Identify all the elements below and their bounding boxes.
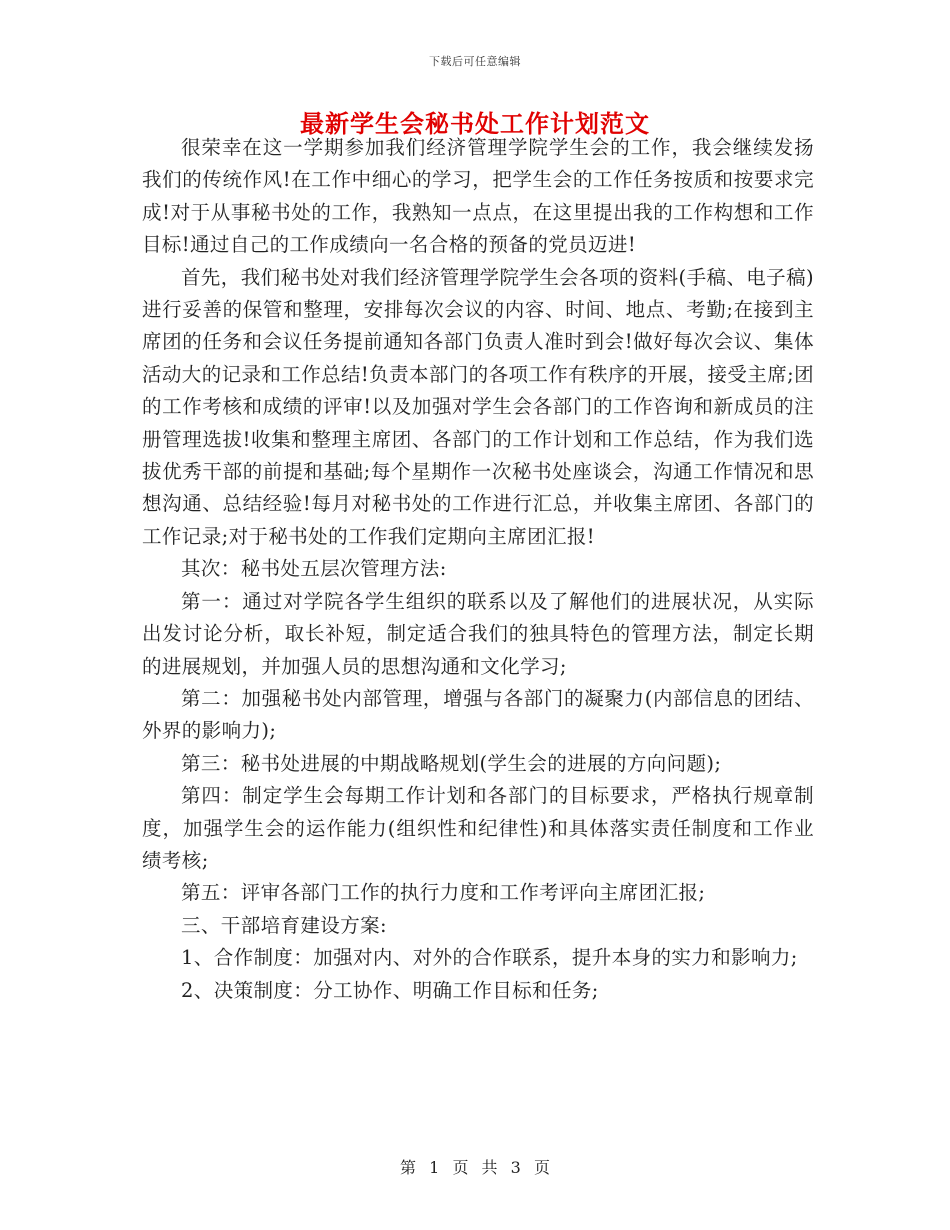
- paragraph-decision-system: 2、决策制度：分工协作、明确工作目标和任务;: [181, 978, 599, 1002]
- paragraph-intro: 很荣幸在这一学期参加我们经济管理学院学生会的工作，我会继续发扬我们的传统作风!在工作中细心的学习，把学生会的工作任务按质和按要求完成!对于从事秘书处的工作，我熟知一点点，在这里提出我的工作构想和工作目标!通过自己的工作成绩向一名合格的预备的党员迈进!: [142, 136, 814, 257]
- paragraph-method-3: 第三：秘书处进展的中期战略规划(学生会的进展的方向问题);: [181, 751, 722, 775]
- total-page-count: 3: [510, 1158, 521, 1177]
- document-title: 最新学生会秘书处工作计划范文: [300, 109, 650, 138]
- paragraph-method-4: 第四：制定学生会每期工作计划和各部门的目标要求，严格执行规章制度，加强学生会的运作能力(组织性和纪律性)和具体落实责任制度和工作业绩考核;: [142, 784, 814, 872]
- page-label-mid2: 页: [533, 1158, 550, 1177]
- paragraph-method-2: 第二：加强秘书处内部管理，增强与各部门的凝聚力(内部信息的团结、外界的影响力);: [142, 686, 814, 743]
- current-page-number: 1: [429, 1158, 440, 1177]
- paragraph-method-5: 第五：评审各部门工作的执行力度和工作考评向主席团汇报;: [181, 881, 706, 905]
- document-body: [142, 132, 814, 1007]
- page-footer: [0, 1155, 950, 1178]
- total-pages-prefix: 共: [481, 1158, 498, 1177]
- page-label-mid1: 页: [452, 1158, 469, 1177]
- page-label-prefix: 第: [400, 1158, 417, 1177]
- paragraph-first: 首先，我们秘书处对我们经济管理学院学生会各项的资料(手稿、电子稿)进行妥善的保管和整理，安排每次会议的内容、时间、地点、考勤;在接到主席团的任务和会议任务提前通知各部门负责人准时到会!做好每次会议、集体活动大的记录和工作总结!负责本部门的各项工作有秩序的开展，接受主席;团的工作考核和成绩的评审!以及加强对学生会各部门的工作咨询和新成员的注册管理选拔!收集和整理主席团、各部门的工作计划和工作总结，作为我们选拔优秀干部的前提和基础;每个星期作一次秘书处座谈会，沟通工作情况和思想沟通、总结经验!每月对秘书处的工作进行汇总，并收集主席团、各部门的工作记录;对于秘书处的工作我们定期向主席团汇报!: [142, 265, 814, 548]
- header-note: 下载后可任意编辑: [429, 55, 521, 68]
- paragraph-cooperation-system: 1、合作制度：加强对内、对外的合作联系，提升本身的实力和影响力;: [181, 946, 798, 970]
- paragraph-section-3-heading: 三、干部培育建设方案:: [181, 913, 387, 937]
- paragraph-second-heading: 其次：秘书处五层次管理方法:: [181, 557, 447, 581]
- paragraph-method-1: 第一：通过对学院各学生组织的联系以及了解他们的进展状况，从实际出发讨论分析，取长补短，制定适合我们的独具特色的管理方法，制定长期的进展规划，并加强人员的思想沟通和文化学习;: [142, 589, 814, 678]
